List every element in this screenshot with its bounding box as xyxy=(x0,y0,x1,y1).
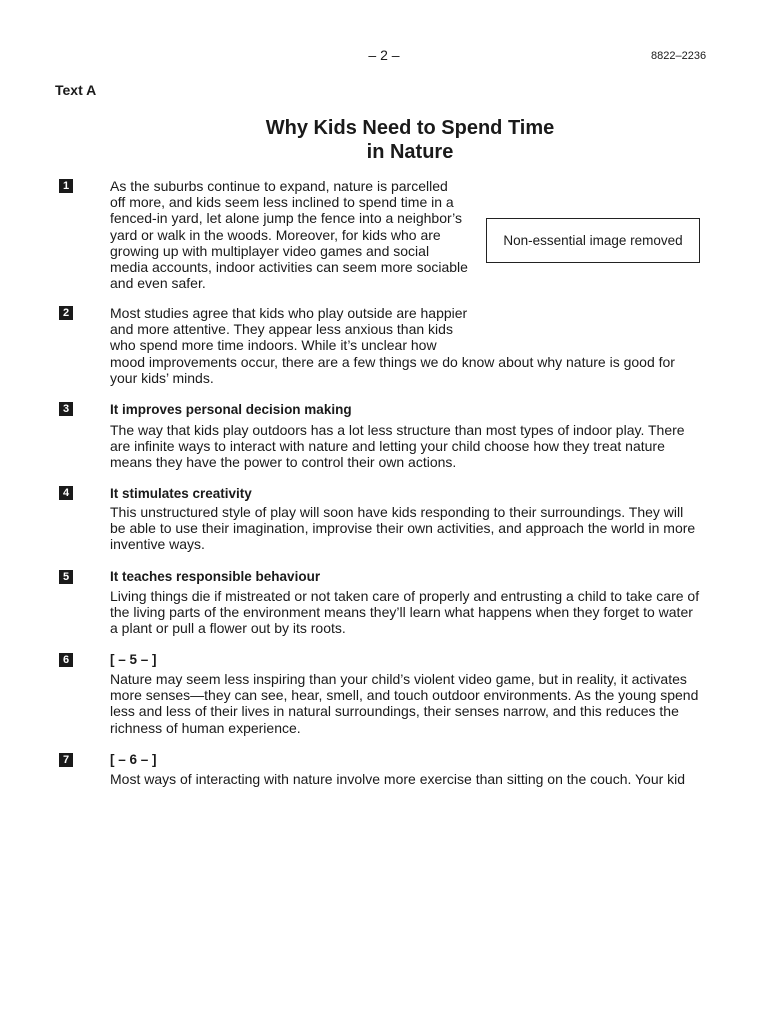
paragraph-line: less and less of their lives in natural surroundings, their senses narrow, and this reduces the xyxy=(110,703,679,720)
section-heading-6: [ – 5 – ] xyxy=(110,652,157,667)
paragraph-line: fenced-in yard, let alone jump the fence into a neighbor’s xyxy=(110,210,463,227)
text-label: Text A xyxy=(55,82,97,98)
paragraph-line: As the suburbs continue to expand, nature is parcelled xyxy=(110,178,448,194)
section-heading-3: It improves personal decision making xyxy=(110,402,352,417)
paragraph-line: richness of human experience. xyxy=(110,719,301,736)
paragraph-number-1: 1 xyxy=(59,179,73,193)
paragraph-5 xyxy=(110,588,699,637)
paragraph-number-6: 6 xyxy=(59,653,73,667)
paragraph-3 xyxy=(110,422,685,471)
paragraph-line: and more attentive. They appear less anxious than kids xyxy=(110,321,453,338)
paragraph-line: off more, and kids seem less inclined to spend time in a xyxy=(110,194,454,211)
paragraph-line: more senses—they can see, hear, smell, and touch outdoor environments. As the young spend xyxy=(110,687,699,704)
paragraph-number-3: 3 xyxy=(59,402,73,416)
paragraph-7 xyxy=(110,771,685,787)
paragraph-line: The way that kids play outdoors has a lot less structure than most types of indoor play. There xyxy=(110,422,685,438)
paragraph-line: the living parts of the environment means they’ll learn what happens when they forget to water xyxy=(110,604,693,621)
paragraph-number-7: 7 xyxy=(59,753,73,767)
document-code: 8822–2236 xyxy=(651,50,707,62)
paragraph-1 xyxy=(110,178,468,291)
section-heading-5: It teaches responsible behaviour xyxy=(110,569,321,584)
section-heading-7: [ – 6 – ] xyxy=(110,752,157,767)
paragraph-line: be able to use their imagination, improvise their own activities, and approach the world in more xyxy=(110,520,696,537)
paragraph-line: a plant or pull a flower out by its roots. xyxy=(110,620,346,637)
paragraph-number-2: 2 xyxy=(59,306,73,320)
paragraph-line: and even safer. xyxy=(110,275,206,292)
paragraph-line: media accounts, indoor activities can seem more sociable xyxy=(110,259,468,276)
paragraph-4 xyxy=(110,504,695,553)
paragraph-line: Living things die if mistreated or not taken care of properly and entrusting a child to take care of xyxy=(110,588,700,604)
paragraph-line: yard or walk in the woods. Moreover, for kids who are xyxy=(110,226,441,243)
section-heading-4: It stimulates creativity xyxy=(110,486,252,501)
article-title xyxy=(160,116,660,164)
paragraph-line: means they have the power to control their own actions. xyxy=(110,454,457,471)
paragraph-2 xyxy=(110,305,675,386)
image-placeholder: Non-essential image removed xyxy=(486,218,700,263)
paragraph-line: who spend more time indoors. While it’s unclear how xyxy=(110,337,437,354)
paragraph-line: Most studies agree that kids who play outside are happier xyxy=(110,305,468,321)
title-line-2: in Nature xyxy=(366,141,454,163)
paragraph-line: This unstructured style of play will soon have kids responding to their surroundings. They will xyxy=(110,504,684,520)
page-number: – 2 – xyxy=(368,47,400,63)
paragraph-number-5: 5 xyxy=(59,570,73,584)
paragraph-line: your kids’ minds. xyxy=(110,369,214,386)
paragraph-line: are infinite ways to interact with nature and letting your child choose how they treat nature xyxy=(110,438,665,455)
title-line-1: Why Kids Need to Spend Time xyxy=(265,117,555,139)
paragraph-number-4: 4 xyxy=(59,486,73,500)
paragraph-line: Most ways of interacting with nature involve more exercise than sitting on the couch. Your kid xyxy=(110,771,686,787)
paragraph-6 xyxy=(110,671,698,736)
paragraph-line: inventive ways. xyxy=(110,536,205,553)
paragraph-line: mood improvements occur, there are a few things we do know about why nature is good for xyxy=(110,353,675,370)
paragraph-line: Nature may seem less inspiring than your child’s violent video game, but in reality, it activates xyxy=(110,671,687,687)
paragraph-line: growing up with multiplayer video games and social xyxy=(110,242,430,259)
